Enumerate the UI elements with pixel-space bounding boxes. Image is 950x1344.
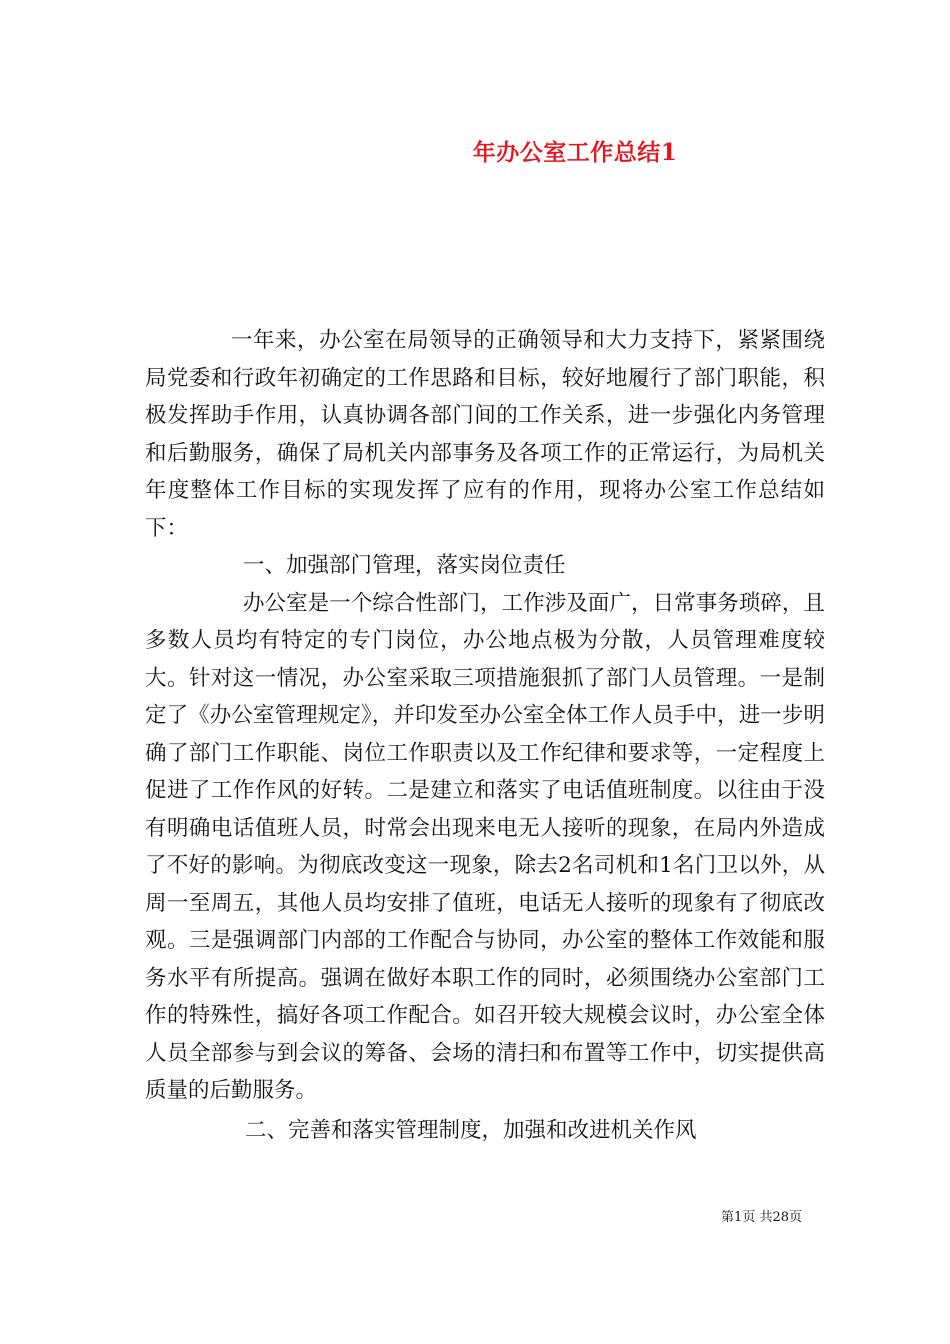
page-title: 年办公室工作总结1: [472, 139, 678, 166]
page-number-footer: 第1页 共28页: [721, 1210, 802, 1225]
section-heading-1: 一、加强部门管理，落实岗位责任: [243, 553, 566, 578]
intro-paragraph: 一年来，办公室在局领导的正确领导和大力支持下，紧紧围绕局党委和行政年初确定的工作思路和目标，较好地履行了部门职能，积极发挥助手作用，认真协调各部门间的工作关系，进一步强化内务管理和后勤服务，确保了局机关内部事务及各项工作的正常运行，为局机关年度整体工作目标的实现发挥了应有的作用，现将办公室工作总结如下：: [145, 328, 825, 541]
section-heading-2: 二、完善和落实管理制度，加强和改进机关作风: [245, 1117, 697, 1143]
section-1-paragraph: 办公室是一个综合性部门，工作涉及面广，日常事务琐碎，且多数人员均有特定的专门岗位，办公地点极为分散，人员管理难度较大。针对这一情况，办公室采取三项措施狠抓了部门人员管理。一是制定了《办公室管理规定》，并印发至办公室全体工作人员手中，进一步明确了部门工作职能、岗位工作职责以及工作纪律和要求等，一定程度上促进了工作作风的好转。二是建立和落实了电话值班制度。以往由于没有明确电话值班人员，时常会出现来电无人接听的现象，在局内外造成了不好的影响。为彻底改变这一现象，除去2名司机和1名门卫以外，从周一至周五，其他人员均安排了值班，电话无人接听的现象有了彻底改观。三是强调部门内部的工作配合与协同，办公室的整体工作效能和服务水平有所提高。强调在做好本职工作的同时，必须围绕办公室部门工作的特殊性，搞好各项工作配合。如召开较大规模会议时，办公室全体人员全部参与到会议的筹备、会场的清扫和布置等工作中，切实提供高质量的后勤服务。: [145, 590, 825, 1103]
document-body: [145, 322, 825, 1149]
